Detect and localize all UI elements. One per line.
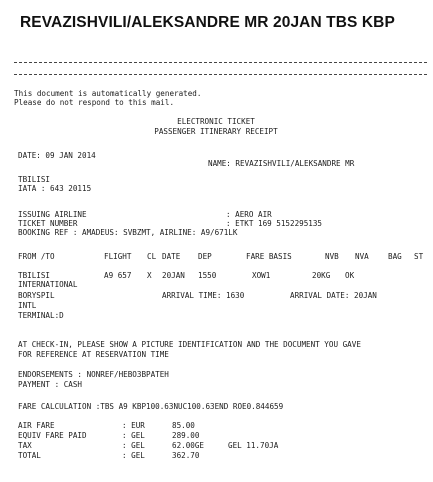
air-fare-currency: : EUR [122, 421, 145, 430]
equiv-fare-label: EQUIV FARE PAID [18, 431, 87, 440]
col-status: ST [414, 252, 424, 261]
no-reply-notice: Please do not respond to this mail. [14, 98, 175, 107]
segment-date: 20JAN [162, 271, 185, 280]
destination-airport: INTL [18, 301, 37, 310]
issuing-airline-label: ISSUING AIRLINE [18, 210, 87, 219]
iata-code: IATA : 643 20115 [18, 184, 92, 193]
arrival-time: ARRIVAL TIME: 1630 [162, 291, 245, 300]
checkin-notice-line1: AT CHECK-IN, PLEASE SHOW A PICTURE IDENTIFICATION AND THE DOCUMENT YOU GAVE [18, 340, 361, 349]
divider-top [14, 62, 427, 63]
tax-amount: 62.00GE [172, 441, 205, 450]
air-fare-amount: 85.00 [172, 421, 195, 430]
endorsements: ENDORSEMENTS : NONREF/НЕВОЗВРАТЕН [18, 370, 169, 379]
divider-second [14, 74, 427, 75]
segment-fare-basis: XOW1 [252, 271, 271, 280]
fare-calculation: FARE CALCULATION :TBS A9 KBP100.63NUC100.63END ROE0.844659 [18, 402, 284, 411]
origin-airport: INTERNATIONAL [18, 280, 78, 289]
document-title: ELECTRONIC TICKET [177, 117, 255, 126]
col-fare-basis: FARE BASIS [246, 252, 292, 261]
total-currency: : GEL [122, 451, 145, 460]
issue-date: DATE: 09 JAN 2014 [18, 151, 96, 160]
origin-city: TBILISI [18, 271, 51, 280]
destination-city: BORYSPIL [18, 291, 55, 300]
col-date: DATE [162, 252, 181, 261]
destination-terminal: TERMINAL:D [18, 311, 64, 320]
col-class: CL [147, 252, 157, 261]
office-city: TBILISI [18, 175, 51, 184]
col-departure: DEP [198, 252, 212, 261]
passenger-name: NAME: REVAZISHVILI/ALEKSANDRE MR [208, 159, 355, 168]
tax-currency: : GEL [122, 441, 145, 450]
col-nva: NVA [355, 252, 369, 261]
total-amount: 362.70 [172, 451, 200, 460]
total-label: TOTAL [18, 451, 41, 460]
issuing-airline-value: : AERO AIR [226, 210, 272, 219]
air-fare-label: AIR FARE [18, 421, 55, 430]
booking-reference: BOOKING REF : AMADEUS: SVBZMT, AIRLINE: A9/671LK [18, 228, 238, 237]
ticket-number-value: : ETKT 169 5152295135 [226, 219, 323, 228]
col-flight: FLIGHT [104, 252, 132, 261]
col-from-to: FROM /TO [18, 252, 55, 261]
checkin-notice-line2: FOR REFERENCE AT RESERVATION TIME [18, 350, 169, 359]
segment-flight: A9 657 [104, 271, 132, 280]
segment-class: X [147, 271, 152, 280]
tax-label: TAX [18, 441, 32, 450]
equiv-fare-amount: 289.00 [172, 431, 200, 440]
document-subtitle: PASSENGER ITINERARY RECEIPT [154, 127, 278, 136]
col-bag: BAG [388, 252, 402, 261]
tax-additional: GEL 11.70JA [228, 441, 279, 450]
ticket-number-label: TICKET NUMBER [18, 219, 78, 228]
arrival-date: ARRIVAL DATE: 20JAN [290, 291, 377, 300]
segment-baggage: 20KG [312, 271, 331, 280]
passenger-header: REVAZISHVILI/ALEKSANDRE MR 20JAN TBS KBP [20, 14, 395, 31]
segment-status: OK [345, 271, 355, 280]
auto-generated-notice: This document is automatically generated. [14, 89, 202, 98]
equiv-fare-currency: : GEL [122, 431, 145, 440]
segment-departure: 1550 [198, 271, 217, 280]
col-nvb: NVB [325, 252, 339, 261]
payment-method: PAYMENT : CASH [18, 380, 83, 389]
